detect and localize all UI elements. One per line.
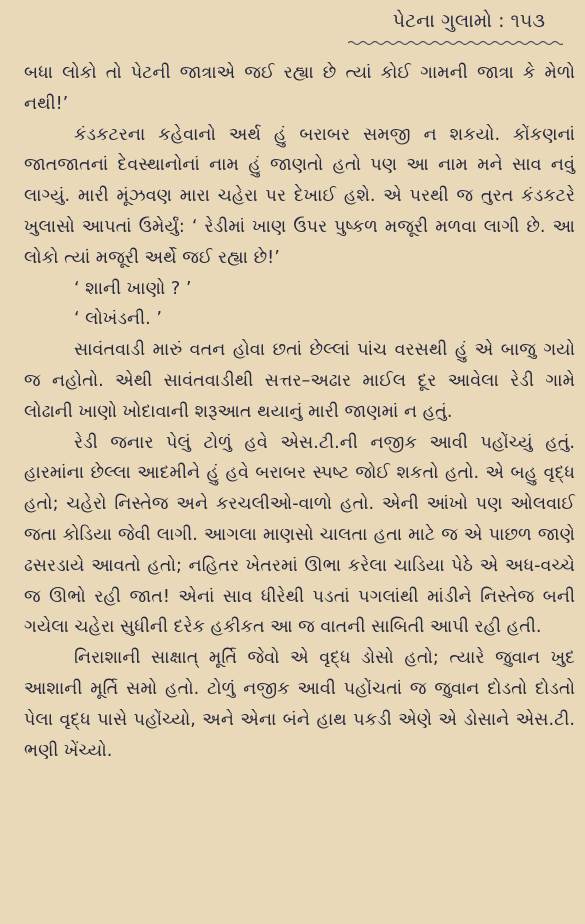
paragraph-2: કંડકટરના કહેવાનો અર્થ હું બરાબર સમજી ન શકયો. કોંકણનાં જાતજાતનાં દેવસ્થાનોનાં નામ હું જાણતો હતો પણ આ નામ મને સાવ નવું લાગ્યું. મારી મૂંઝવણ મારા ચહેરા પર દેખાઈ હશે. એ પરથી જ તુરત કંડકટરે ખુલાસો આપતાં ઉમેર્યું: ‘ રેડીમાં ખાણ ઉપર પુષ્કળ મજૂરી મળવા લાગી છે. આ લોકો ત્યાં મજૂરી અર્થે જઈ રહ્યા છે!’	[24, 124, 575, 268]
header-wavy-rule	[348, 40, 563, 46]
body-text	[24, 58, 575, 766]
paragraph-5: સાવંતવાડી મારું વતન હોવા છતાં છેલ્લાં પાંચ વરસથી હું એ બાજુ ગયો જ નહોતો. એથી સાવંતવાડીથી સત્તર–અઢાર માઈલ દૂર આવેલા રેડી ગામે લોઢાની ખાણો ખોદાવાની શરૂઆત થયાનું મારી જાણમાં ન હતું.	[24, 340, 575, 422]
paragraph-1: બધા લોકો તો પેટની જાત્રાએ જઈ રહ્યા છે ત્યાં કોઈ ગામની જાત્રા કે મેળો નથી!’	[24, 63, 575, 114]
paragraph-7: નિરાશાની સાક્ષાત્ મૂર્તિ જેવો એ વૃદ્ધ ડોસો હતો; ત્યારે જુવાન ખુદ આશાની મૂર્તિ સમો હતો. ટોળું નજીક આવી પહોંચતાં જ જુવાન દોડતો દોડતો પેલા વૃદ્ધ પાસે પહોંચ્યો, અને એના બંને હાથ પકડી એણે એ ડોસાને એસ.ટી. ભણી ખેંચ્યો.	[24, 648, 575, 761]
running-header: પેટના ગુલામો : ૧૫૩	[392, 10, 545, 32]
paragraph-3: ‘ શાની ખાણો ? ’	[74, 278, 192, 299]
paragraph-4: ‘ લોખંડની. ’	[74, 309, 162, 330]
paragraph-6: રેડી જનાર પેલું ટોળું હવે એસ.ટી.ની નજીક આવી પહોંચ્યું હતું. હારમાંના છેલ્લા આદમીને હું હવે બરાબર સ્પષ્ટ જોઈ શકતો હતો. એ બહુ વૃદ્ધ હતો; ચહેરો નિસ્તેજ અને કરચલીઓ-વાળો હતો. એની આંખો પણ ઓલવાઈ જતા કોડિયા જેવી લાગી. આગલા માણસો ચાલતા હતા માટે જ એ પાછળ જાણે ઢસરડાયે આવતો હતો; નહિતર ખેતરમાં ઊભા કરેલા ચાડિયા પેઠે એ અધ-વચ્ચે જ ઊભો રહી જાત! એનાં સાવ ધીરેથી પડતાં પગલાંથી માંડીને નિસ્તેજ બની ગયેલા ચહેરા સુધીની દરેક હકીકત આ જ વાતની સાબિતી આપી રહી હતી.	[24, 432, 575, 638]
